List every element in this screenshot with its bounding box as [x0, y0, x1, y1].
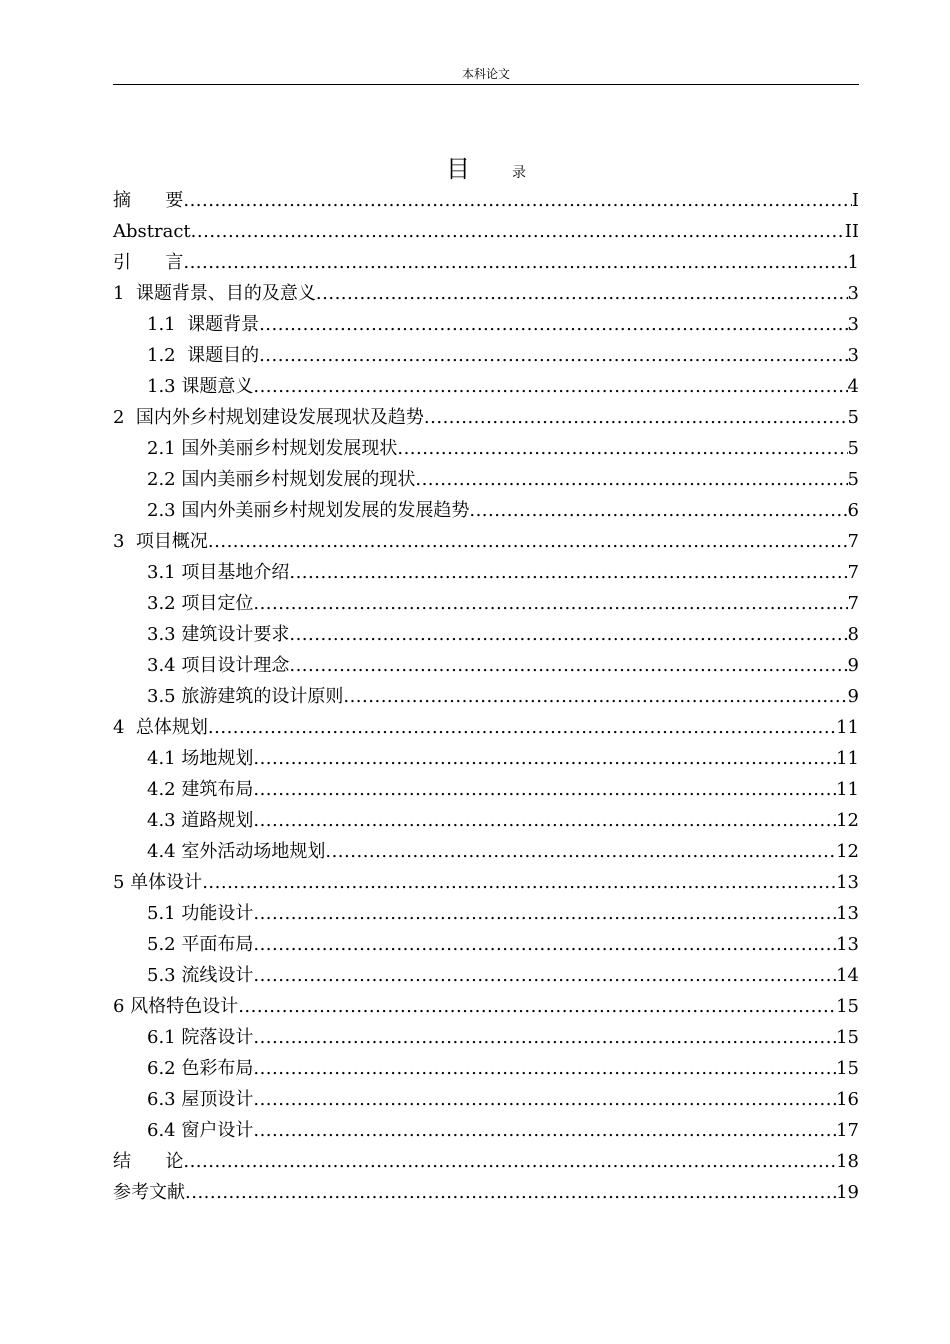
toc-entry-label: 参考文献 — [113, 1182, 185, 1203]
toc-entry-page: II — [844, 221, 859, 242]
toc-entry-page: 12 — [836, 841, 859, 862]
toc-dot-leader — [238, 991, 836, 1022]
toc-entry-label: 6.3 屋顶设计 — [147, 1089, 254, 1110]
toc-entry-page: 1 — [847, 252, 859, 273]
toc-dot-leader — [253, 1084, 836, 1115]
toc-entry[interactable] — [113, 991, 859, 1022]
toc-entry[interactable] — [113, 247, 859, 278]
toc-entry[interactable] — [113, 1022, 859, 1053]
toc-entry[interactable] — [113, 805, 859, 836]
toc-entry-label: 1.3 课题意义 — [147, 376, 254, 397]
toc-entry[interactable] — [113, 340, 859, 371]
toc-entry[interactable] — [113, 588, 859, 619]
toc-dot-leader — [469, 495, 847, 526]
toc-dot-leader — [191, 216, 845, 247]
toc-dot-leader — [253, 1115, 836, 1146]
toc-entry-page: 7 — [847, 531, 859, 552]
toc-title-main: 目 — [446, 155, 470, 183]
toc-entry-label: 1.1 课题背景 — [147, 314, 260, 335]
toc-entry[interactable] — [113, 185, 859, 216]
toc-entry-page: 17 — [836, 1120, 859, 1141]
toc-entry[interactable] — [113, 774, 859, 805]
toc-dot-leader — [253, 960, 836, 991]
toc-entry[interactable] — [113, 433, 859, 464]
toc-entry-label: 3.2 项目定位 — [147, 593, 254, 614]
toc-entry-label: 3.5 旅游建筑的设计原则 — [147, 686, 344, 707]
toc-dot-leader — [208, 712, 836, 743]
toc-entry-label: 6.1 院落设计 — [147, 1027, 254, 1048]
toc-dot-leader — [253, 805, 836, 836]
toc-entry-label: 3 项目概况 — [113, 531, 208, 552]
toc-entry-label: 3.4 项目设计理念 — [147, 655, 290, 676]
toc-entry-page: 11 — [836, 717, 859, 738]
toc-entry-page: 3 — [847, 314, 859, 335]
toc-entry[interactable] — [113, 681, 859, 712]
toc-entry-page: 3 — [847, 283, 859, 304]
toc-dot-leader — [259, 340, 847, 371]
toc-entry-page: 5 — [847, 438, 859, 459]
toc-dot-leader — [253, 1053, 836, 1084]
page-header: 本科论文 — [461, 67, 510, 81]
toc-entry[interactable] — [113, 371, 859, 402]
toc-entry-page: I — [851, 190, 859, 211]
toc-entry[interactable] — [113, 464, 859, 495]
toc-entry[interactable] — [113, 495, 859, 526]
toc-entry-label: 3.1 项目基地介绍 — [147, 562, 290, 583]
toc-entry[interactable] — [113, 402, 859, 433]
toc-entry-label: 6 风格特色设计 — [113, 996, 239, 1017]
toc-dot-leader — [424, 402, 848, 433]
toc-entry-label: 1 课题背景、目的及意义 — [113, 283, 316, 304]
toc-entry-label: 4.3 道路规划 — [147, 810, 254, 831]
toc-dot-leader — [183, 1146, 836, 1177]
toc-entry-page: 11 — [836, 779, 859, 800]
toc-dot-leader — [253, 898, 836, 929]
toc-dot-leader — [253, 743, 836, 774]
toc-entry-page: 5 — [847, 469, 859, 490]
header-rule — [113, 84, 859, 85]
toc-entry[interactable] — [113, 1053, 859, 1084]
toc-dot-leader — [253, 588, 847, 619]
toc-entry-page: 13 — [836, 934, 859, 955]
toc-entry[interactable] — [113, 526, 859, 557]
toc-dot-leader — [253, 1022, 836, 1053]
toc-entry-label: 6.4 窗户设计 — [147, 1120, 254, 1141]
toc-entry-label: 4.4 室外活动场地规划 — [147, 841, 326, 862]
toc-entry[interactable] — [113, 898, 859, 929]
toc-entry-page: 8 — [847, 624, 859, 645]
toc-dot-leader — [253, 929, 836, 960]
toc-entry-label: 5 单体设计 — [113, 872, 203, 893]
toc-entry-page: 16 — [836, 1089, 859, 1110]
toc-entry-label: 4.1 场地规划 — [147, 748, 254, 769]
toc-entry-page: 7 — [847, 562, 859, 583]
toc-entry-page: 15 — [836, 996, 859, 1017]
toc-dot-leader — [185, 1177, 836, 1208]
toc-entry-label: Abstract — [113, 221, 191, 242]
toc-entry[interactable] — [113, 650, 859, 681]
toc-entry[interactable] — [113, 712, 859, 743]
toc-entry[interactable] — [113, 278, 859, 309]
toc-entry[interactable] — [113, 836, 859, 867]
toc-dot-leader — [289, 557, 847, 588]
toc-entry-page: 13 — [836, 872, 859, 893]
toc-entry-label: 3.3 建筑设计要求 — [147, 624, 290, 645]
toc-entry-page: 7 — [847, 593, 859, 614]
toc-title — [113, 152, 859, 186]
toc-entry-label: 2.2 国内美丽乡村规划发展的现状 — [147, 469, 416, 490]
toc-entry-label: 引 言 — [113, 252, 184, 273]
toc-entry-label: 结 论 — [113, 1151, 184, 1172]
toc-entry[interactable] — [113, 1177, 859, 1208]
toc-entry-page: 4 — [847, 376, 859, 397]
toc-entry-page: 11 — [836, 748, 859, 769]
toc-dot-leader — [208, 526, 848, 557]
toc-entry[interactable] — [113, 216, 859, 247]
toc-entry-page: 5 — [847, 407, 859, 428]
toc-dot-leader — [183, 247, 847, 278]
toc-entry[interactable] — [113, 743, 859, 774]
toc-dot-leader — [289, 650, 847, 681]
toc-entry-page: 13 — [836, 903, 859, 924]
toc-entry-label: 摘 要 — [113, 190, 184, 211]
toc-dot-leader — [397, 433, 847, 464]
toc-entry-label: 5.3 流线设计 — [147, 965, 254, 986]
toc-entry[interactable] — [113, 309, 859, 340]
toc-dot-leader — [253, 371, 847, 402]
toc-entry-page: 3 — [847, 345, 859, 366]
toc-entry-page: 9 — [847, 655, 859, 676]
toc-entry-label: 5.1 功能设计 — [147, 903, 254, 924]
toc-entry[interactable] — [113, 929, 859, 960]
toc-entry-page: 18 — [836, 1151, 859, 1172]
toc-dot-leader — [343, 681, 847, 712]
toc-entry-label: 4 总体规划 — [113, 717, 208, 738]
toc-entry-label: 2.3 国内外美丽乡村规划发展的发展趋势 — [147, 500, 470, 521]
toc-entry-label: 1.2 课题目的 — [147, 345, 260, 366]
toc-entry-label: 5.2 平面布局 — [147, 934, 254, 955]
toc-entry-label: 2 国内外乡村规划建设发展现状及趋势 — [113, 407, 424, 428]
toc-entry-label: 4.2 建筑布局 — [147, 779, 254, 800]
toc-entry-label: 6.2 色彩布局 — [147, 1058, 254, 1079]
toc-dot-leader — [316, 278, 848, 309]
toc-entry[interactable] — [113, 557, 859, 588]
toc-dot-leader — [289, 619, 847, 650]
table-of-contents — [113, 185, 859, 1208]
toc-dot-leader — [202, 867, 836, 898]
toc-dot-leader — [325, 836, 836, 867]
toc-entry[interactable] — [113, 1115, 859, 1146]
toc-entry-page: 15 — [836, 1027, 859, 1048]
toc-dot-leader — [183, 185, 852, 216]
toc-entry-page: 15 — [836, 1058, 859, 1079]
toc-dot-leader — [415, 464, 847, 495]
toc-dot-leader — [259, 309, 847, 340]
toc-dot-leader — [253, 774, 836, 805]
toc-entry[interactable] — [113, 1146, 859, 1177]
toc-entry-page: 19 — [836, 1182, 859, 1203]
toc-entry-page: 12 — [836, 810, 859, 831]
toc-entry-page: 14 — [836, 965, 859, 986]
toc-entry[interactable] — [113, 960, 859, 991]
toc-entry[interactable] — [113, 1084, 859, 1115]
toc-entry[interactable] — [113, 867, 859, 898]
toc-title-secondary: 录 — [512, 165, 526, 181]
toc-entry[interactable] — [113, 619, 859, 650]
toc-entry-page: 6 — [847, 500, 859, 521]
toc-entry-page: 9 — [847, 686, 859, 707]
toc-entry-label: 2.1 国外美丽乡村规划发展现状 — [147, 438, 398, 459]
